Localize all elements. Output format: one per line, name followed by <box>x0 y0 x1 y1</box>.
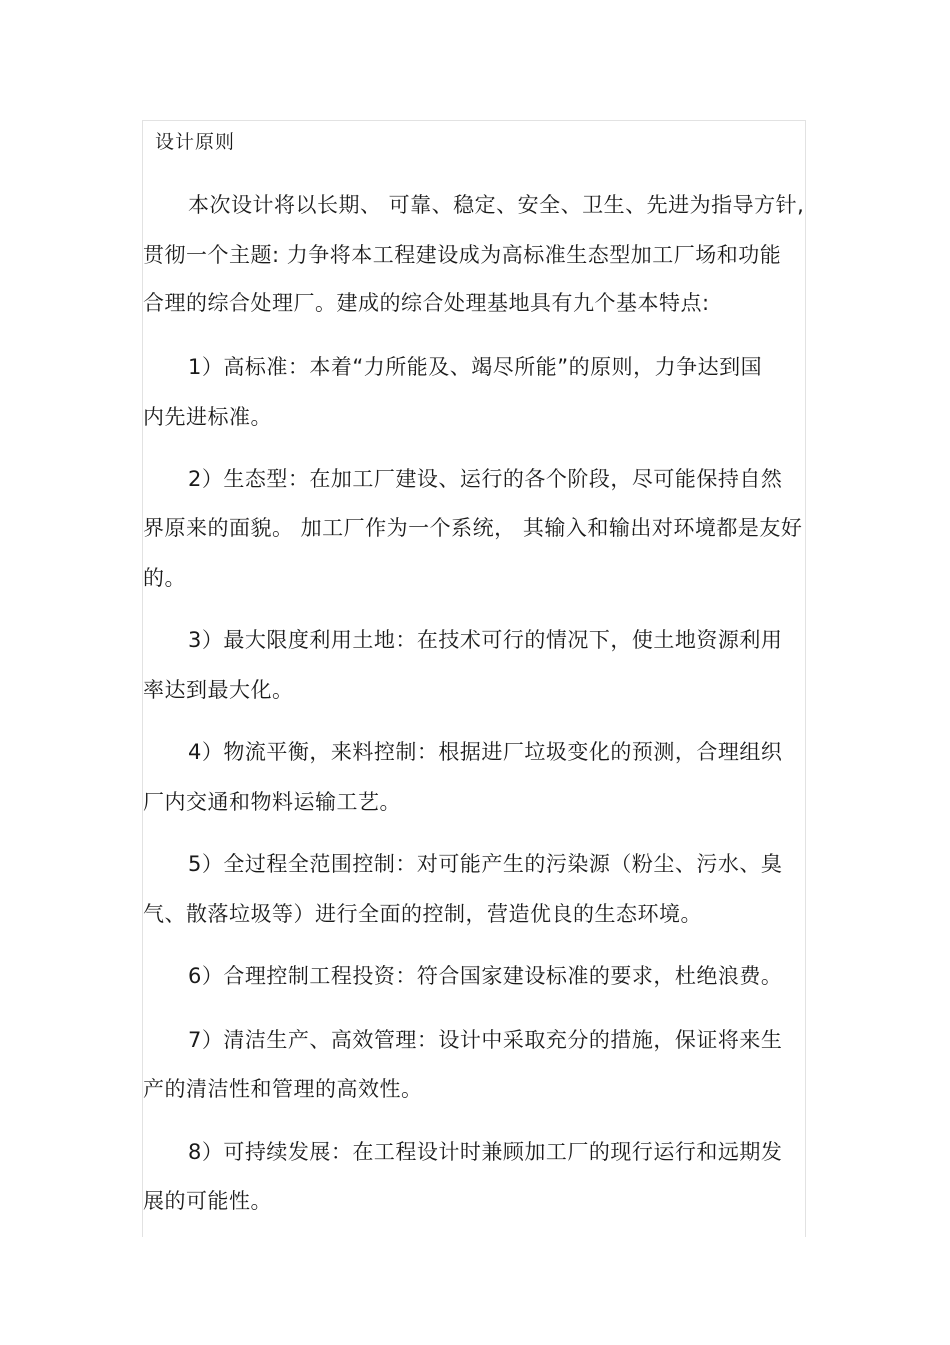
principle-7-line: 7）清洁生产、高效管理：设计中采取充分的措施，保证将来生 <box>188 1028 783 1052</box>
intro-line: 贯彻一个主题: 力争将本工程建设成为高标准生态型加工厂场和功能 <box>143 243 782 267</box>
principle-2-line: 的。 <box>143 566 186 590</box>
principle-5-line: 气、散落垃圾等）进行全面的控制，营造优良的生态环境。 <box>143 902 702 926</box>
principle-4-line: 厂内交通和物料运输工艺。 <box>143 790 401 814</box>
intro-line: 合理的综合处理厂。建成的综合处理基地具有九个基本特点: <box>143 291 710 315</box>
principle-3-line: 率达到最大化。 <box>143 678 294 702</box>
intro-line: 本次设计将以长期、 可靠、稳定、安全、卫生、先进为指导方针, <box>188 193 805 217</box>
principle-7-line: 产的清洁性和管理的高效性。 <box>143 1077 423 1101</box>
principle-2-line: 2）生态型：在加工厂建设、运行的各个阶段，尽可能保持自然 <box>188 467 783 491</box>
principle-1-line: 1）高标准：本着“力所能及、竭尽所能”的原则，力争达到国 <box>188 355 763 379</box>
principle-3-line: 3）最大限度利用土地：在技术可行的情况下，使土地资源利用 <box>188 628 783 652</box>
principle-8-line: 展的可能性。 <box>143 1189 272 1213</box>
principle-8-line: 8）可持续发展：在工程设计时兼顾加工厂的现行运行和远期发 <box>188 1140 783 1164</box>
principle-4-line: 4）物流平衡，来料控制：根据进厂垃圾变化的预测，合理组织 <box>188 740 783 764</box>
principle-1-line: 内先进标准。 <box>143 405 272 429</box>
principle-5-line: 5）全过程全范围控制：对可能产生的污染源（粉尘、污水、臭 <box>188 852 783 876</box>
principle-6-line: 6）合理控制工程投资：符合国家建设标准的要求，杜绝浪费。 <box>188 964 783 988</box>
section-heading: 设计原则 <box>155 131 236 153</box>
principle-2-line: 界原来的面貌。 加工厂作为一个系统， 其输入和输出对环境都是友好 <box>143 516 803 540</box>
